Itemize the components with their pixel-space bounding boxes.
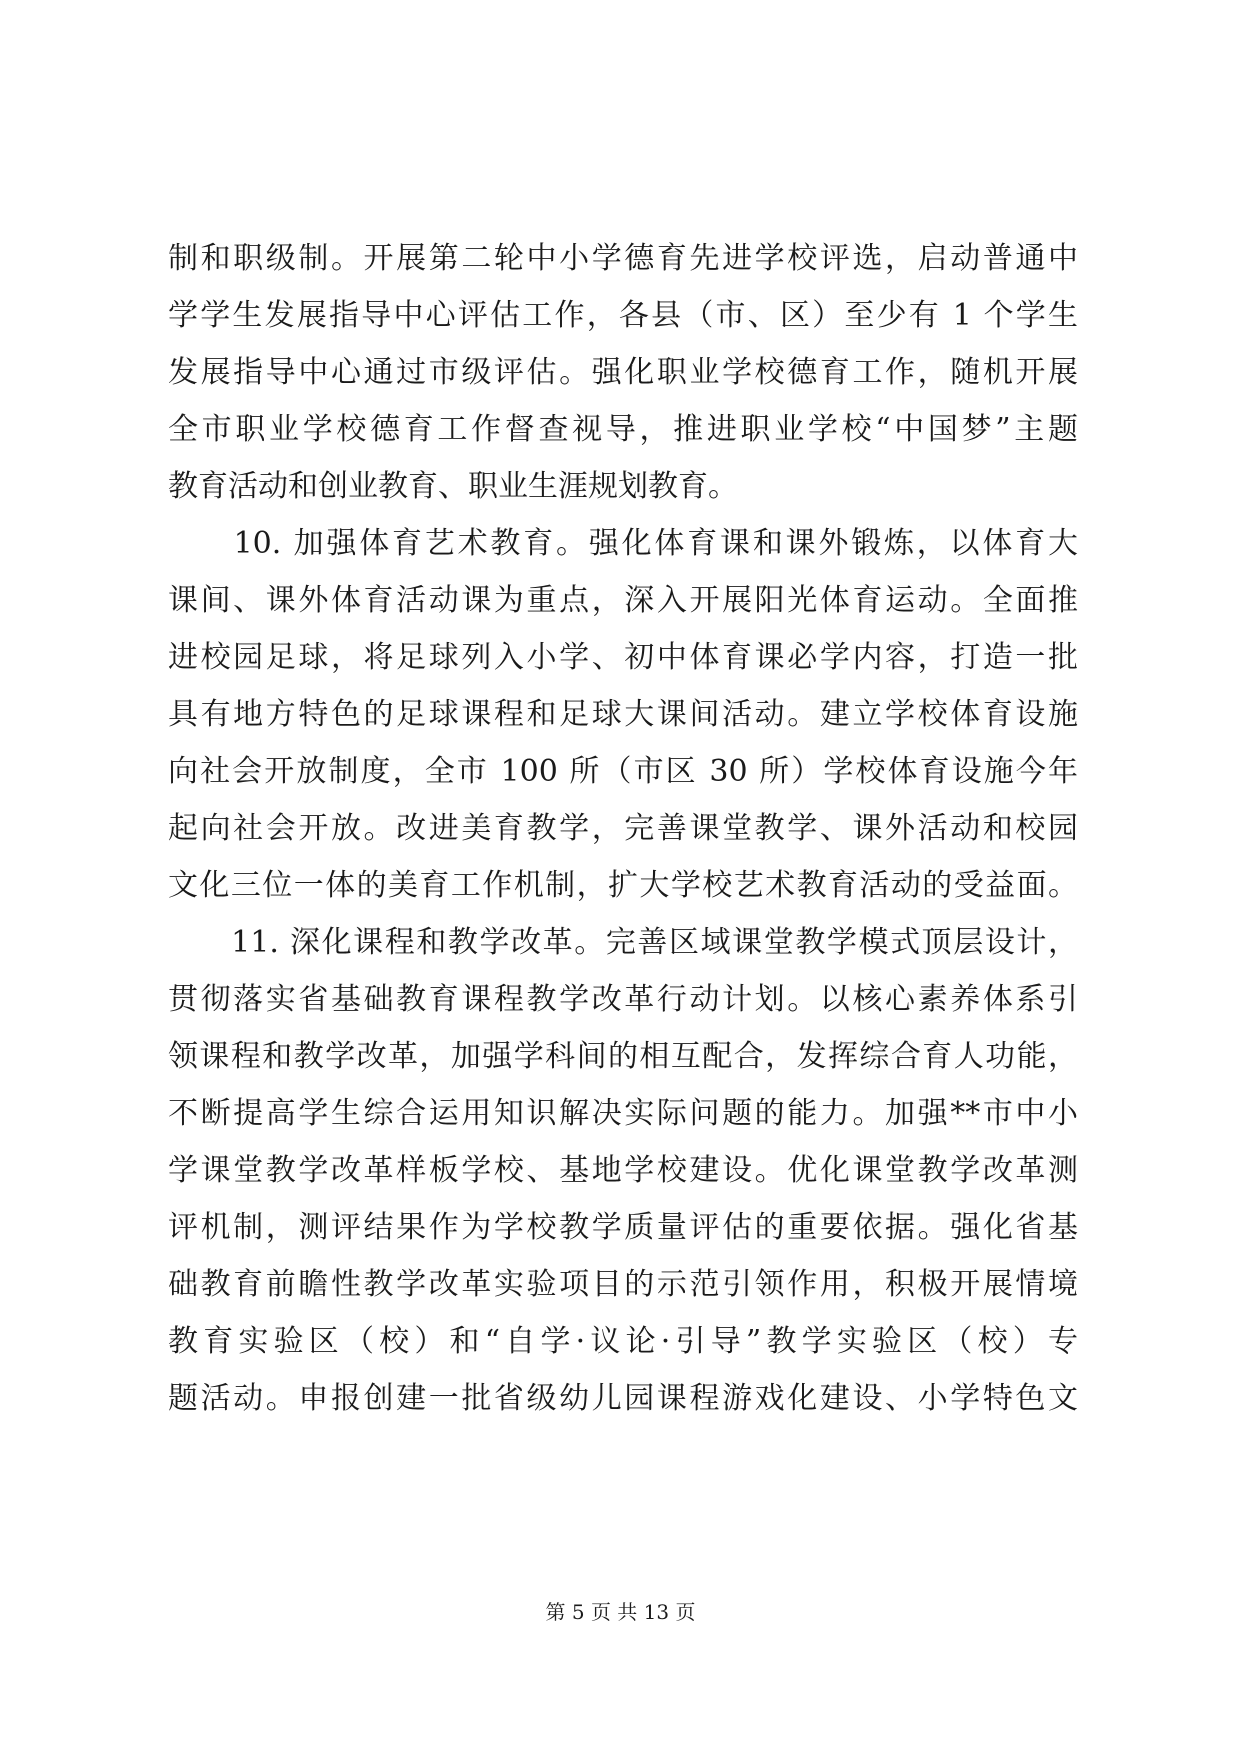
text-line: 领课程和教学改革，加强学科间的相互配合，发挥综合育人功能，: [168, 1039, 1078, 1074]
text-line: 文化三位一体的美育工作机制，扩大学校艺术教育活动的受益面。: [168, 868, 1078, 903]
text-line: 制和职级制。开展第二轮中小学德育先进学校评选，启动普通中: [168, 241, 1078, 276]
text-line: 教育活动和创业教育、职业生涯规划教育。: [168, 469, 738, 504]
text-line: 评机制，测评结果作为学校教学质量评估的重要依据。强化省基: [168, 1210, 1078, 1245]
text-line: 向社会开放制度，全市 100 所（市区 30 所）学校体育设施今年: [168, 754, 1078, 789]
text-line: 学学生发展指导中心评估工作，各县（市、区）至少有 1 个学生: [168, 298, 1078, 333]
text-line: 全市职业学校德育工作督查视导，推进职业学校“中国梦”主题: [168, 412, 1078, 447]
text-line: 课间、课外体育活动课为重点，深入开展阳光体育运动。全面推: [168, 583, 1078, 618]
text-line: 10. 加强体育艺术教育。强化体育课和课外锻炼，以体育大: [168, 526, 1078, 561]
text-line: 不断提高学生综合运用知识解决实际问题的能力。加强**市中小: [168, 1096, 1078, 1131]
text-line: 础教育前瞻性教学改革实验项目的示范引领作用，积极开展情境: [168, 1267, 1078, 1302]
text-line: 题活动。申报创建一批省级幼儿园课程游戏化建设、小学特色文: [168, 1381, 1078, 1416]
text-line: 学课堂教学改革样板学校、基地学校建设。优化课堂教学改革测: [168, 1153, 1078, 1188]
page-number-footer: 第 5 页 共 13 页: [545, 1600, 696, 1624]
text-line: 11. 深化课程和教学改革。完善区域课堂教学模式顶层设计，: [168, 925, 1078, 960]
text-line: 教育实验区（校）和“自学·议论·引导”教学实验区（校）专: [168, 1324, 1078, 1359]
body-text: [168, 230, 1078, 1427]
text-line: 发展指导中心通过市级评估。强化职业学校德育工作，随机开展: [168, 355, 1078, 390]
text-line: 具有地方特色的足球课程和足球大课间活动。建立学校体育设施: [168, 697, 1078, 732]
text-line: 贯彻落实省基础教育课程教学改革行动计划。以核心素养体系引: [168, 982, 1078, 1017]
text-line: 进校园足球，将足球列入小学、初中体育课必学内容，打造一批: [168, 640, 1078, 675]
text-line: 起向社会开放。改进美育教学，完善课堂教学、课外活动和校园: [168, 811, 1078, 846]
